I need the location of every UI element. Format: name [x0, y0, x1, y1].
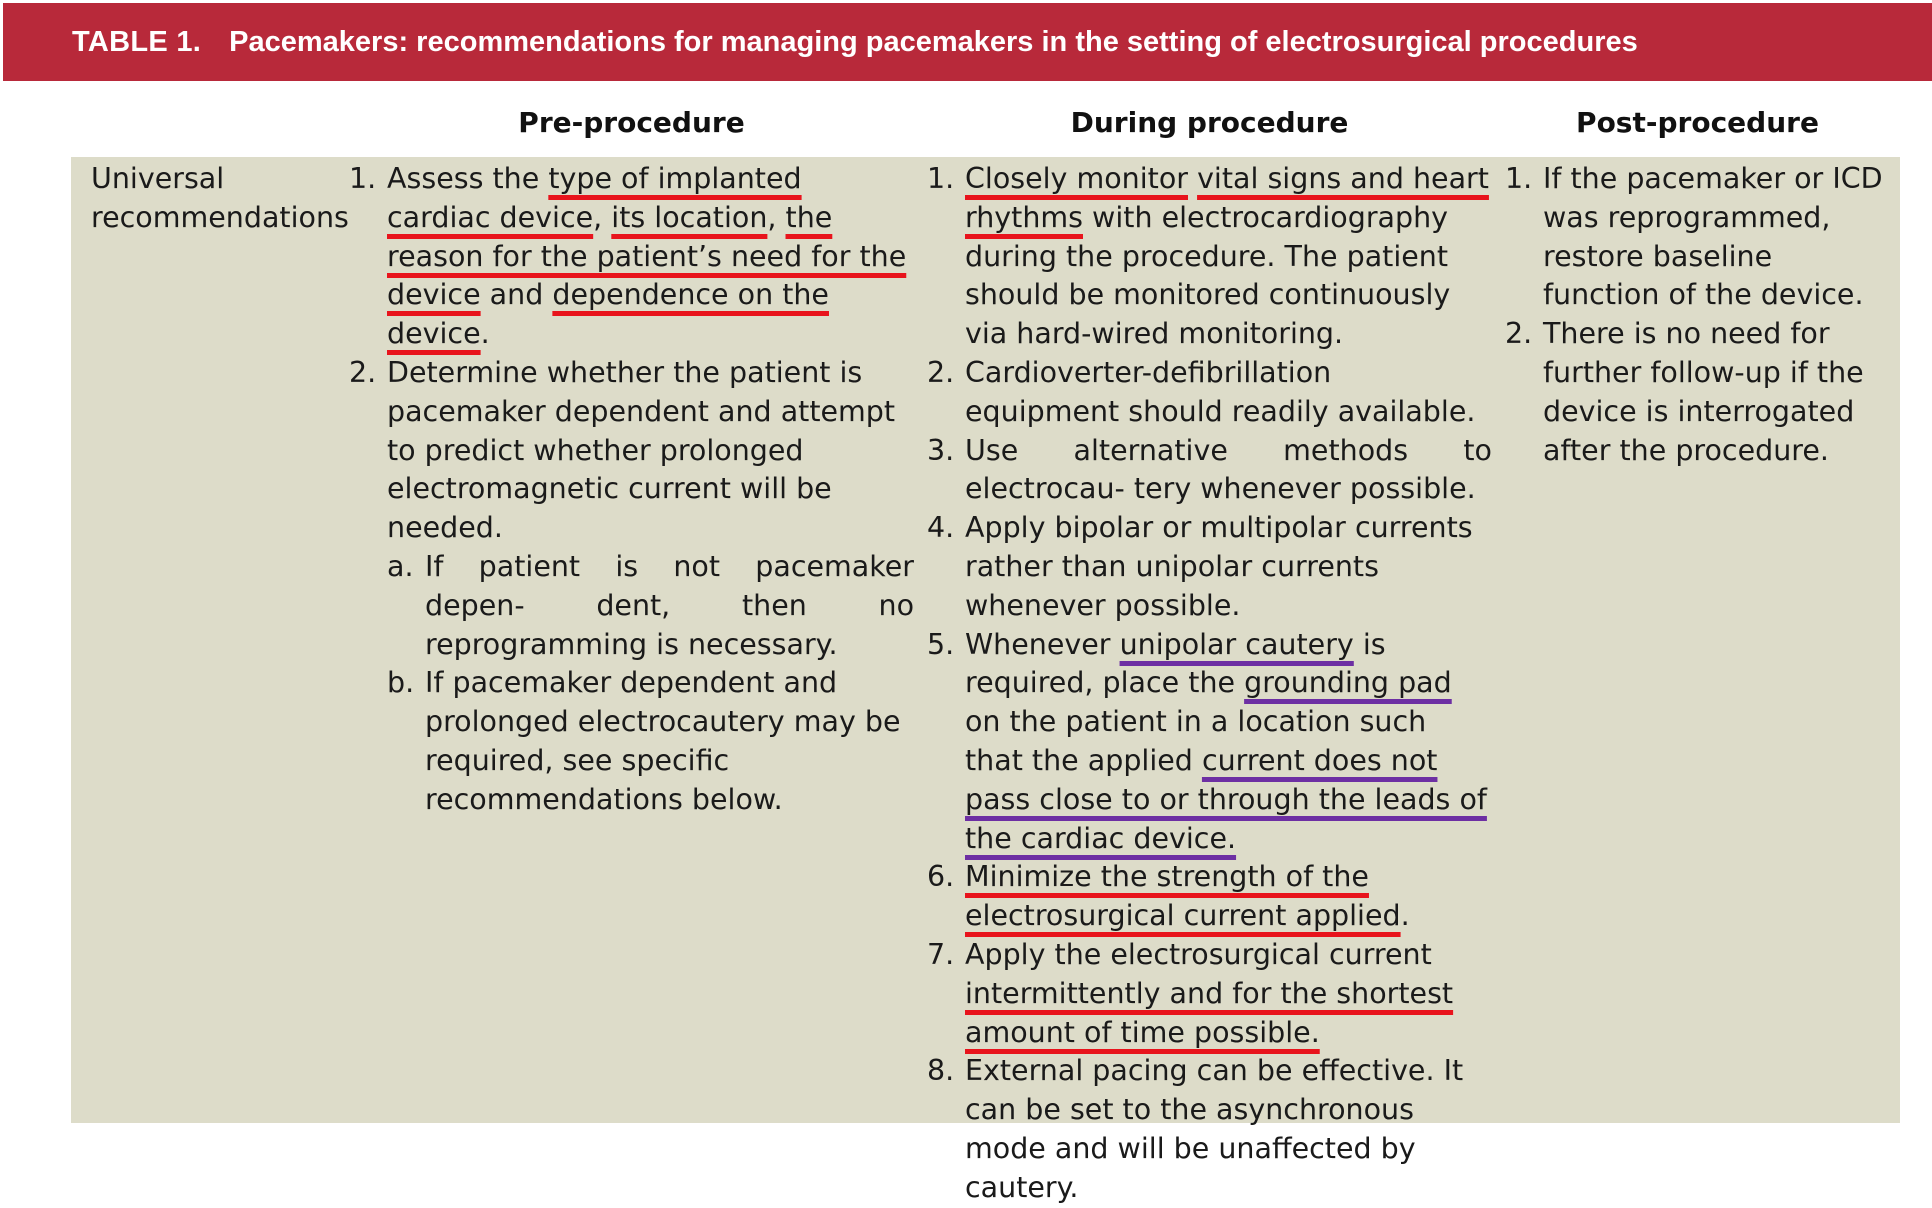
underlined-text: Closely monitor [965, 162, 1188, 195]
item-text [965, 160, 1492, 354]
during-item-5 [927, 626, 1492, 859]
underlined-text: type of implanted cardiac device [387, 162, 802, 234]
table-number: TABLE 1. [72, 25, 202, 58]
text-segment: If the pacemaker or ICD was reprogrammed, restore baseline function of the device. [1543, 162, 1883, 312]
underlined-text: Minimize the strength of the electrosurgical current applied [965, 860, 1401, 933]
item-text [965, 509, 1492, 625]
during-item-6 [927, 858, 1492, 936]
underlined-text: vital signs and heart rhythms [965, 162, 1489, 234]
during-item-3 [927, 432, 1492, 510]
pre-item-1 [349, 160, 914, 354]
item-number: 1. [349, 162, 377, 195]
text-segment: Apply the electrosurgical current [965, 937, 1432, 971]
item-number: 5. [927, 627, 955, 661]
text-segment: Whenever [965, 627, 1120, 661]
item-number: 7. [927, 937, 955, 971]
text-segment: . [480, 317, 490, 351]
item-number: 2. [1505, 317, 1533, 351]
text-segment: , [593, 200, 612, 234]
during-item-8 [927, 1052, 1492, 1207]
text-segment: Cardioverter-defibrillation equipment should readily available. [965, 355, 1476, 428]
item-text [965, 354, 1492, 432]
text-segment: Use alternative methods to electrocau- tery whenever possible. [965, 433, 1492, 506]
column-header-post-procedure: Post-procedure [1576, 106, 1819, 139]
item-number: 1. [927, 162, 955, 195]
pre-sub-item-a [387, 548, 914, 664]
underlined-text: its location [611, 200, 768, 234]
underlined-text: the reason for the patient’s need for the device [387, 200, 907, 312]
item-text [387, 354, 914, 548]
during-item-1 [927, 160, 1492, 354]
sub-item-letter: b. [387, 666, 415, 700]
text-segment [1188, 162, 1197, 195]
item-text [965, 858, 1492, 936]
underlined-text: current does not pass close to or through the leads of the cardiac device. [965, 743, 1487, 855]
column-header-during-procedure: During procedure [1070, 106, 1349, 139]
text-segment: on the patient in a location such that the applied [965, 705, 1427, 777]
pre-item-2 [349, 354, 914, 820]
item-text [965, 1052, 1492, 1207]
underlined-text: unipolar cautery [1119, 627, 1354, 661]
text-segment: There is no need for further follow-up if the device is interrogated after the procedure. [1543, 317, 1864, 467]
underlined-text: intermittently and for the shortest amount of time possible. [965, 976, 1454, 1049]
underlined-text: grounding pad [1244, 666, 1452, 700]
during-item-4 [927, 509, 1492, 625]
during-item-7 [927, 936, 1492, 1052]
item-text [965, 432, 1492, 510]
table-title-bar [3, 3, 1932, 81]
text-segment: Determine whether the patient is pacemaker dependent and attempt to predict whether prolonged electromagnetic current will be needed. [387, 355, 896, 545]
during-procedure-list [927, 160, 1492, 1208]
row-label-line-1: Universal [91, 162, 225, 195]
sub-item-text: If pacemaker dependent and prolonged electrocautery may be required, see specific recommendations below. [425, 666, 901, 816]
pre-procedure-list [349, 160, 914, 820]
during-item-2 [927, 354, 1492, 432]
item-number: 6. [927, 860, 955, 894]
item-text [965, 936, 1492, 1052]
item-number: 1. [1505, 162, 1533, 195]
sub-item-text: If patient is not pacemaker depen- dent, then no reprogramming is necessary. [425, 549, 914, 661]
row-label-line-2: recommendations [91, 200, 349, 234]
text-segment: with electrocardiography during the procedure. The patient should be monitored continuously via hard-wired monitoring. [965, 200, 1451, 351]
post-item-1 [1505, 160, 1890, 315]
item-text [965, 626, 1492, 859]
item-number: 2. [927, 355, 955, 389]
text-segment: . [1400, 899, 1410, 933]
underlined-text: dependence on the device [387, 278, 829, 351]
sub-item-letter: a. [387, 549, 414, 583]
text-segment: and [480, 278, 553, 312]
text-segment: , [767, 200, 786, 234]
text-segment: Apply bipolar or multipolar currents rather than unipolar currents whenever possible. [965, 511, 1473, 622]
text-segment: is required, place the [965, 627, 1386, 700]
item-number: 2. [349, 355, 377, 389]
pre-sub-item-b [387, 664, 914, 819]
item-text [387, 160, 914, 354]
column-header-pre-procedure: Pre-procedure [518, 106, 745, 139]
item-number: 8. [927, 1054, 955, 1088]
item-text [1543, 315, 1890, 470]
table-title: Pacemakers: recommendations for managing pacemakers in the setting of electrosurgical procedures [229, 25, 1638, 58]
sub-list [387, 548, 914, 820]
text-segment: Assess the [387, 162, 549, 195]
post-procedure-list [1505, 160, 1890, 470]
text-segment: External pacing can be effective. It can be set to the asynchronous mode and will be unaffected by cautery. [965, 1054, 1464, 1204]
item-text [1543, 160, 1890, 315]
item-number: 3. [927, 433, 955, 467]
item-number: 4. [927, 511, 955, 545]
row-label [91, 160, 351, 238]
post-item-2 [1505, 315, 1890, 470]
